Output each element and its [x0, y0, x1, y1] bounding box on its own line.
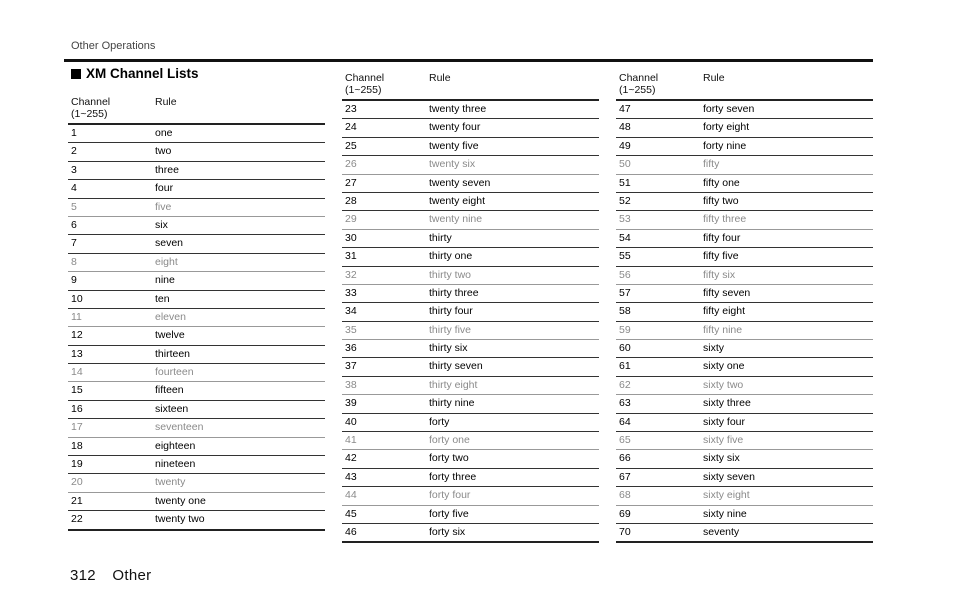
channel-number: 27	[345, 176, 357, 189]
channel-rule: twenty four	[429, 121, 481, 134]
table-row	[68, 382, 325, 400]
channel-rule: twenty three	[429, 103, 487, 115]
table-row	[68, 199, 325, 217]
channel-rule: twenty five	[429, 139, 479, 152]
table-row	[342, 414, 599, 432]
table-row	[68, 180, 325, 198]
channel-number: 21	[71, 494, 83, 507]
channel-rule: fifty nine	[703, 323, 743, 336]
table-row	[616, 267, 873, 285]
channel-number: 53	[619, 213, 631, 226]
page-footer	[70, 567, 151, 584]
channel-number: 25	[345, 139, 357, 152]
channel-number: 14	[71, 366, 83, 379]
channel-number: 64	[619, 415, 631, 428]
channel-rule: thirty eight	[429, 378, 478, 391]
channel-rule: fifty four	[703, 231, 741, 244]
channel-number: 12	[71, 329, 83, 342]
table-row	[342, 285, 599, 303]
running-head: Other Operations	[71, 40, 156, 52]
channel-number: 37	[345, 360, 357, 373]
section-title	[71, 66, 199, 81]
table-row	[68, 254, 325, 272]
channel-rule: twenty nine	[429, 213, 483, 226]
channel-rule: fifty six	[703, 268, 736, 281]
table-header	[342, 69, 599, 101]
table-row	[616, 303, 873, 321]
table-row	[616, 450, 873, 468]
channel-number: 31	[345, 250, 357, 263]
top-divider	[64, 59, 873, 62]
channel-number: 4	[71, 182, 77, 195]
channel-number: 45	[345, 507, 357, 520]
channel-rule: sixteen	[155, 402, 189, 415]
channel-rule: sixty nine	[703, 507, 747, 520]
channel-number: 39	[345, 397, 357, 410]
channel-rule: eighteen	[155, 439, 196, 452]
table-row	[616, 524, 873, 543]
channel-number: 29	[345, 213, 357, 226]
channel-rule: twelve	[155, 329, 185, 342]
table-row	[68, 419, 325, 437]
channel-number: 1	[71, 127, 77, 139]
channel-number: 2	[71, 145, 77, 158]
channel-rule: thirteen	[155, 347, 191, 360]
channel-rule: twenty	[155, 476, 186, 489]
table-rows	[68, 125, 325, 531]
channel-rule: sixty	[703, 342, 724, 355]
channel-number: 34	[345, 305, 357, 318]
table-row	[616, 322, 873, 340]
channel-number: 41	[345, 434, 357, 447]
channel-rule: sixty eight	[703, 489, 750, 502]
table-row	[342, 138, 599, 156]
channel-number: 33	[345, 286, 357, 299]
channel-number: 11	[71, 310, 82, 323]
channel-rule: sixty three	[703, 397, 751, 410]
table-row	[616, 285, 873, 303]
channel-number: 67	[619, 470, 631, 483]
footer-section-name: Other	[112, 567, 152, 584]
channel-rule: twenty one	[155, 494, 206, 507]
channel-number: 69	[619, 507, 631, 520]
channel-rule: nine	[155, 274, 175, 287]
channel-number: 63	[619, 397, 631, 410]
page-number: 312	[70, 567, 96, 584]
channel-rule: fifty eight	[703, 305, 746, 318]
table-rows	[616, 101, 873, 543]
table-rows	[342, 101, 599, 543]
channel-table-column-3	[616, 69, 873, 543]
table-row	[342, 175, 599, 193]
channel-rule: forty eight	[703, 121, 750, 134]
channel-rule: seventy	[703, 525, 740, 538]
channel-rule: sixty four	[703, 415, 746, 428]
channel-number: 61	[619, 360, 631, 373]
channel-number: 57	[619, 286, 631, 299]
table-row	[616, 101, 873, 119]
table-row	[342, 450, 599, 468]
table-row	[616, 119, 873, 137]
table-row	[616, 156, 873, 174]
table-row	[68, 272, 325, 290]
channel-rule: eleven	[155, 310, 186, 323]
table-row	[342, 156, 599, 174]
channel-rule: sixty two	[703, 378, 744, 391]
channel-number: 26	[345, 158, 357, 171]
table-row	[616, 248, 873, 266]
table-row	[342, 119, 599, 137]
channel-number: 10	[71, 292, 83, 305]
channel-number: 16	[71, 402, 83, 415]
table-row	[342, 487, 599, 505]
channel-number: 36	[345, 342, 357, 355]
table-row	[342, 303, 599, 321]
table-row	[342, 101, 599, 119]
table-row	[616, 358, 873, 376]
channel-header: Channel (1~255)	[619, 72, 659, 96]
table-row	[616, 230, 873, 248]
table-row	[616, 175, 873, 193]
channel-rule: fifteen	[155, 384, 184, 397]
table-row	[68, 364, 325, 382]
channel-rule: thirty six	[429, 342, 468, 355]
table-row	[68, 291, 325, 309]
table-row	[342, 469, 599, 487]
channel-rule: fifty	[703, 158, 720, 171]
channel-rule: four	[155, 182, 174, 195]
table-row	[68, 493, 325, 511]
channel-header: Channel (1~255)	[345, 72, 385, 96]
channel-number: 40	[345, 415, 357, 428]
table-row	[616, 469, 873, 487]
table-row	[68, 327, 325, 345]
channel-number: 48	[619, 121, 631, 134]
channel-number: 5	[71, 200, 77, 213]
channel-rule: thirty	[429, 231, 452, 244]
table-row	[616, 138, 873, 156]
table-row	[68, 346, 325, 364]
channel-number: 24	[345, 121, 357, 134]
channel-rule: forty	[429, 415, 450, 428]
channel-rule: thirty nine	[429, 397, 475, 410]
channel-number: 38	[345, 378, 357, 391]
table-row	[342, 524, 599, 543]
channel-number: 19	[71, 458, 83, 471]
channel-number: 58	[619, 305, 631, 318]
channel-rule: three	[155, 163, 179, 176]
table-row	[342, 432, 599, 450]
channel-rule: sixty one	[703, 360, 745, 373]
table-row	[342, 230, 599, 248]
channel-number: 66	[619, 452, 631, 465]
table-row	[68, 217, 325, 235]
rule-header: Rule	[703, 72, 725, 84]
channel-number: 35	[345, 323, 357, 336]
channel-number: 7	[71, 237, 77, 250]
channel-number: 6	[71, 218, 77, 231]
channel-table-column-1	[68, 93, 325, 531]
channel-rule: twenty eight	[429, 194, 486, 207]
table-row	[342, 267, 599, 285]
table-row	[342, 211, 599, 229]
channel-number: 17	[71, 421, 83, 434]
table-row	[68, 309, 325, 327]
channel-rule: forty nine	[703, 139, 747, 152]
channel-rule: forty three	[429, 470, 477, 483]
channel-rule: thirty five	[429, 323, 472, 336]
table-row	[616, 211, 873, 229]
channel-rule: five	[155, 200, 172, 213]
channel-rule: thirty three	[429, 286, 479, 299]
table-row	[68, 456, 325, 474]
channel-rule: one	[155, 127, 173, 139]
table-row	[616, 414, 873, 432]
table-row	[68, 125, 325, 143]
table-row	[68, 235, 325, 253]
channel-number: 23	[345, 103, 357, 115]
table-row	[616, 340, 873, 358]
channel-rule: two	[155, 145, 172, 158]
table-row	[342, 193, 599, 211]
rule-header: Rule	[155, 96, 177, 108]
channel-number: 15	[71, 384, 83, 397]
channel-number: 3	[71, 163, 77, 176]
table-row	[616, 193, 873, 211]
channel-rule: sixty six	[703, 452, 740, 465]
channel-rule: twenty seven	[429, 176, 491, 189]
table-row	[616, 432, 873, 450]
channel-rule: thirty one	[429, 250, 473, 263]
channel-number: 13	[71, 347, 83, 360]
channel-number: 60	[619, 342, 631, 355]
channel-rule: seventeen	[155, 421, 204, 434]
channel-rule: fifty three	[703, 213, 747, 226]
channel-number: 20	[71, 476, 83, 489]
channel-number: 43	[345, 470, 357, 483]
channel-rule: ten	[155, 292, 170, 305]
channel-rule: forty seven	[703, 103, 755, 115]
table-row	[616, 395, 873, 413]
table-row	[616, 506, 873, 524]
table-row	[342, 395, 599, 413]
channel-rule: fourteen	[155, 366, 194, 379]
channel-rule: fifty seven	[703, 286, 751, 299]
channel-number: 55	[619, 250, 631, 263]
channel-number: 51	[619, 176, 631, 189]
channel-number: 65	[619, 434, 631, 447]
channel-number: 22	[71, 513, 83, 526]
table-row	[616, 377, 873, 395]
channel-number: 32	[345, 268, 357, 281]
channel-number: 56	[619, 268, 631, 281]
channel-rule: forty two	[429, 452, 469, 465]
channel-rule: forty five	[429, 507, 469, 520]
channel-number: 9	[71, 274, 77, 287]
table-row	[68, 438, 325, 456]
channel-rule: forty six	[429, 525, 466, 538]
channel-number: 18	[71, 439, 83, 452]
channel-number: 28	[345, 194, 357, 207]
table-row	[342, 506, 599, 524]
channel-number: 46	[345, 525, 357, 538]
channel-rule: nineteen	[155, 458, 196, 471]
channel-number: 8	[71, 255, 77, 268]
channel-rule: thirty two	[429, 268, 472, 281]
table-row	[616, 487, 873, 505]
channel-rule: eight	[155, 255, 178, 268]
channel-number: 54	[619, 231, 631, 244]
channel-rule: sixty seven	[703, 470, 755, 483]
table-row	[342, 358, 599, 376]
channel-rule: twenty two	[155, 513, 205, 526]
channel-number: 70	[619, 525, 631, 538]
channel-number: 62	[619, 378, 631, 391]
channel-table-column-2	[342, 69, 599, 543]
channel-rule: fifty two	[703, 194, 739, 207]
table-header	[68, 93, 325, 125]
table-row	[68, 143, 325, 161]
table-row	[342, 340, 599, 358]
channel-number: 68	[619, 489, 631, 502]
channel-rule: thirty seven	[429, 360, 483, 373]
channel-number: 50	[619, 158, 631, 171]
table-row	[68, 162, 325, 180]
channel-rule: seven	[155, 237, 184, 250]
table-row	[342, 248, 599, 266]
channel-number: 59	[619, 323, 631, 336]
rule-header: Rule	[429, 72, 451, 84]
channel-rule: six	[155, 218, 168, 231]
channel-number: 49	[619, 139, 631, 152]
channel-header: Channel (1~255)	[71, 96, 111, 120]
channel-rule: thirty four	[429, 305, 473, 318]
channel-number: 30	[345, 231, 357, 244]
table-row	[342, 377, 599, 395]
table-row	[68, 511, 325, 530]
channel-rule: twenty six	[429, 158, 476, 171]
table-header	[616, 69, 873, 101]
channel-rule: sixty five	[703, 434, 744, 447]
channel-rule: forty one	[429, 434, 470, 447]
table-row	[68, 474, 325, 492]
table-row	[68, 401, 325, 419]
channel-rule: fifty five	[703, 250, 739, 263]
channel-rule: fifty one	[703, 176, 740, 189]
section-title-text: XM Channel Lists	[86, 66, 199, 81]
channel-number: 52	[619, 194, 631, 207]
table-row	[342, 322, 599, 340]
square-bullet-icon	[71, 69, 81, 79]
channel-rule: forty four	[429, 489, 471, 502]
channel-number: 44	[345, 489, 357, 502]
channel-number: 42	[345, 452, 357, 465]
channel-number: 47	[619, 103, 631, 115]
